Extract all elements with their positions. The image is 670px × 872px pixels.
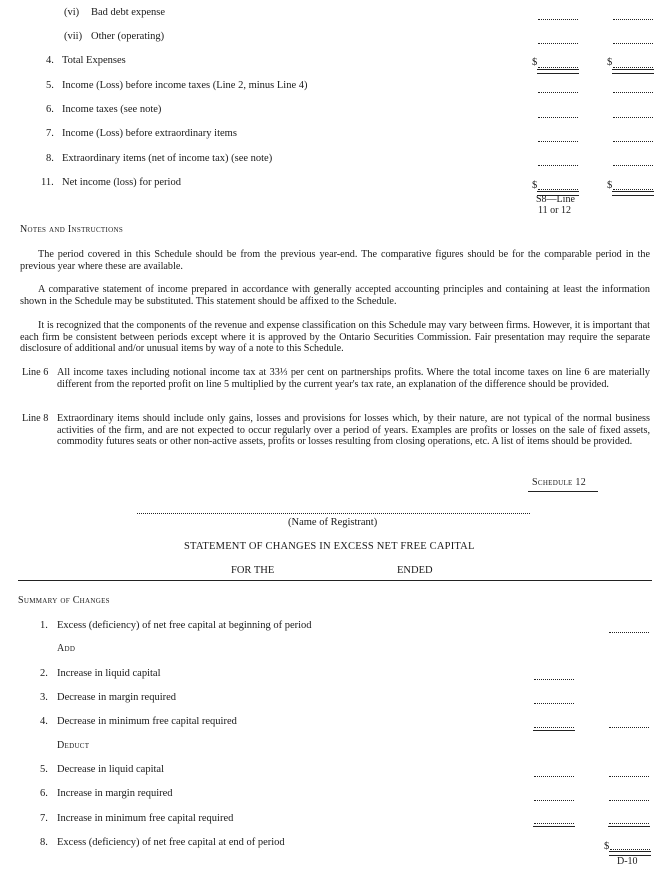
s12-row-1-num: 1.: [40, 620, 48, 631]
row-11-dollar: $: [532, 180, 538, 191]
row-8-prior-field[interactable]: [613, 163, 653, 166]
row-6-current-field[interactable]: [538, 115, 578, 118]
s12-row-4-num: 4.: [40, 716, 48, 727]
row-6-prior-field[interactable]: [613, 115, 653, 118]
row-vi-prior-field[interactable]: [613, 17, 653, 20]
s12-row-6-field[interactable]: [534, 798, 574, 801]
row-vi-label: Bad debt expense: [91, 7, 166, 18]
s12-row-5-num: 5.: [40, 764, 48, 775]
row-11-num: 11.: [41, 177, 54, 188]
row-vii-label: Other (operating): [91, 31, 165, 42]
notes-paragraph-1: The period covered in this Schedule should be from the previous year-end. The comparative figures should be for the comparable period in the previous year where these are available.: [20, 249, 650, 272]
s12-row-3-label: Decrease in margin required: [57, 692, 177, 703]
s12-row-4-total-field[interactable]: [609, 725, 649, 728]
registrant-name-field[interactable]: [137, 511, 530, 514]
statement-title: STATEMENT OF CHANGES IN EXCESS NET FREE CAPITAL: [184, 541, 475, 552]
s12-row-4-underline: [533, 730, 575, 731]
row-11-label: Net income (loss) for period: [62, 177, 181, 188]
s12-row-5-field[interactable]: [534, 774, 574, 777]
s12-row-3-field[interactable]: [534, 701, 574, 704]
row-vii-num: (vii): [64, 31, 83, 42]
summary-heading: Summary of Changes: [18, 595, 110, 606]
row-6-num: 6.: [46, 104, 54, 115]
row-7-num: 7.: [46, 128, 54, 139]
s12-row-1-label: Excess (deficiency) of net free capital at beginning of period: [57, 620, 312, 631]
row-8-num: 8.: [46, 153, 54, 164]
s12-row-7-num: 7.: [40, 813, 48, 824]
s12-row-7-total-field[interactable]: [609, 821, 649, 824]
line8-text: Extraordinary items should include only gains, losses and provisions for losses which, by their nature, are not typical of the normal business activities of the firm, and are not expected to occur regularly over a period of years. Examples are profits or losses on the sale of fixed assets, commodity futures seats or other non-active assets, profits or losses resulting from closing operations, etc. A list of items should be provided.: [57, 413, 650, 448]
s12-row-6-num: 6.: [40, 788, 48, 799]
row-4-current-field[interactable]: [538, 65, 578, 68]
row-4-dollar: $: [532, 57, 538, 68]
deduct-label: Deduct: [57, 740, 90, 751]
row-4-prior-double-rule: [612, 69, 654, 74]
s12-row-1-field[interactable]: [609, 630, 649, 633]
row-4-label: Total Expenses: [62, 55, 126, 66]
s12-row-7-underline: [533, 826, 575, 827]
s12-row-7-total-underline: [608, 826, 650, 827]
s12-row-5-label: Decrease in liquid capital: [57, 764, 164, 775]
notes-paragraph-2: A comparative statement of income prepared in accordance with generally accepted accounting principles and containing at least the information shown in the Schedule may be substituted. This statement should be affixed to the Schedule.: [20, 284, 650, 307]
row-5-current-field[interactable]: [538, 90, 578, 93]
s12-row-5-total-field[interactable]: [609, 774, 649, 777]
header-rule: [18, 580, 652, 581]
row-8-current-field[interactable]: [538, 163, 578, 166]
s12-row-8-num: 8.: [40, 837, 48, 848]
ended-label: ENDED: [397, 565, 433, 576]
s8-line-ref-2: 11 or 12: [538, 205, 571, 216]
s12-row-2-field[interactable]: [534, 677, 574, 680]
row-vii-current-field[interactable]: [538, 41, 578, 44]
row-11-prior-double-rule: [612, 191, 654, 196]
registrant-caption: (Name of Registrant): [288, 517, 378, 528]
row-vi-num: (vi): [64, 7, 80, 18]
page-reference: D-10: [617, 856, 638, 867]
row-11-prior-dollar: $: [607, 180, 613, 191]
s8-line-ref: S8—Line: [536, 194, 575, 205]
s12-row-2-num: 2.: [40, 668, 48, 679]
row-vii-prior-field[interactable]: [613, 41, 653, 44]
row-5-prior-field[interactable]: [613, 90, 653, 93]
line6-label: Line 6: [22, 367, 49, 378]
add-label: Add: [57, 643, 76, 654]
row-5-label: Income (Loss) before income taxes (Line 2, minus Line 4): [62, 80, 308, 91]
schedule-label-underline: [528, 491, 598, 492]
s12-row-4-field[interactable]: [534, 725, 574, 728]
s12-row-3-num: 3.: [40, 692, 48, 703]
line6-text: All income taxes including notional income tax at 33⅓ per cent on partnerships profits. Where the total income taxes on line 6 are materially different from the reported profit on line 5 multiplied by the current year's tax rate, an explanation of the difference should be provided.: [57, 367, 650, 390]
row-5-num: 5.: [46, 80, 54, 91]
notes-paragraph-3: It is recognized that the components of the revenue and expense classification on this Schedule may vary between firms. However, it is important that each firm be consistent between periods except where it is approved by the Ontario Securities Commission. Fair presentation may require the separate disclosure of additional and/or unusual items by way of a note to this Schedule.: [20, 320, 650, 355]
schedule-12-label: Schedule 12: [532, 477, 587, 488]
row-8-label: Extraordinary items (net of income tax) (see note): [62, 153, 273, 164]
row-7-prior-field[interactable]: [613, 139, 653, 142]
line8-label: Line 8: [22, 413, 49, 424]
row-7-label: Income (Loss) before extraordinary items: [62, 128, 237, 139]
s12-row-8-field[interactable]: [610, 847, 650, 850]
row-11-current-field[interactable]: [538, 187, 578, 190]
s12-row-6-total-field[interactable]: [609, 798, 649, 801]
row-4-current-double-rule: [537, 69, 579, 74]
s12-row-8-label: Excess (deficiency) of net free capital at end of period: [57, 837, 285, 848]
row-6-label: Income taxes (see note): [62, 104, 162, 115]
row-vi-current-field[interactable]: [538, 17, 578, 20]
s12-row-7-label: Increase in minimum free capital required: [57, 813, 234, 824]
row-4-prior-field[interactable]: [613, 65, 653, 68]
row-4-prior-dollar: $: [607, 57, 613, 68]
row-11-prior-field[interactable]: [613, 187, 653, 190]
notes-heading: Notes and Instructions: [20, 224, 124, 235]
s12-row-4-label: Decrease in minimum free capital required: [57, 716, 237, 727]
row-4-num: 4.: [46, 55, 54, 66]
s12-row-6-label: Increase in margin required: [57, 788, 173, 799]
row-7-current-field[interactable]: [538, 139, 578, 142]
s12-row-8-dollar: $: [604, 841, 610, 852]
s12-row-7-field[interactable]: [534, 821, 574, 824]
for-the-label: FOR THE: [231, 565, 275, 576]
s12-row-2-label: Increase in liquid capital: [57, 668, 161, 679]
